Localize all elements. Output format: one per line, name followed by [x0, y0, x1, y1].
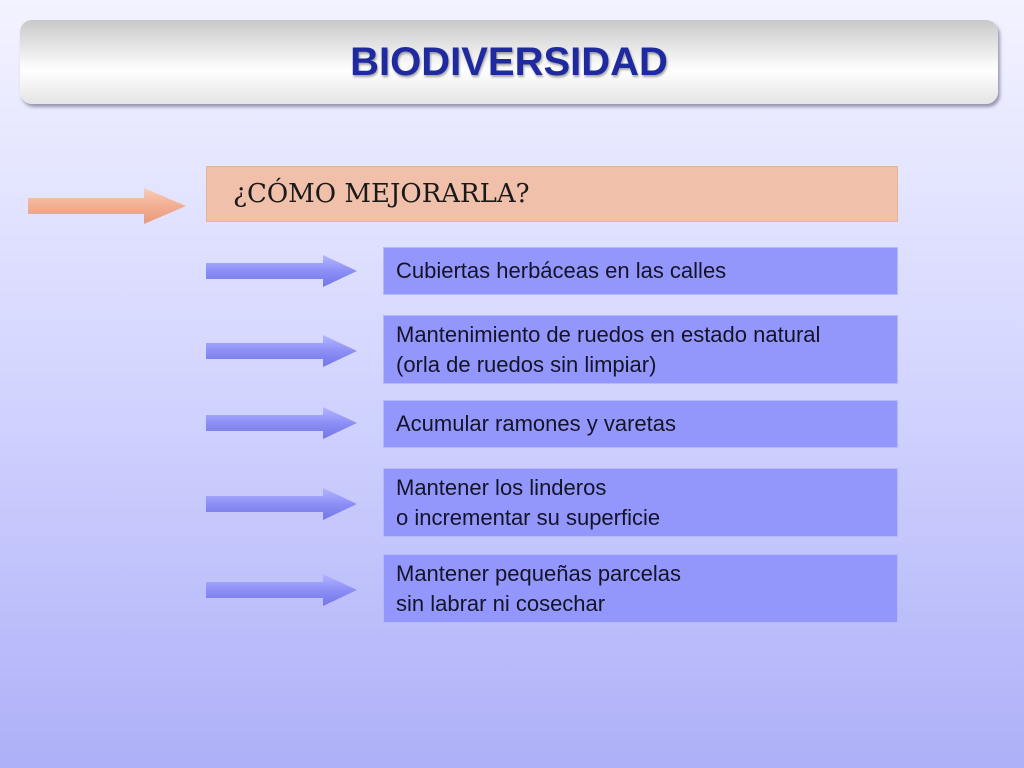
item-box-3: [383, 400, 898, 448]
item-box-5: [383, 554, 898, 623]
item-box-1: [383, 247, 898, 295]
title-bar: [20, 20, 998, 104]
item-box-2: [383, 315, 898, 384]
item-text-line: Mantener pequeñas parcelas: [396, 560, 681, 586]
item-text-line: Cubiertas herbáceas en las calles: [396, 258, 727, 283]
question-box: [206, 166, 898, 222]
item-arrow-icon: [205, 487, 359, 521]
item-arrow-icon: [205, 406, 359, 440]
item-arrow-icon: [205, 334, 359, 368]
slide-title: BIODIVERSIDAD: [350, 39, 668, 84]
item-text-line: Acumular ramones y varetas: [396, 411, 676, 436]
item-box-4: [383, 468, 898, 537]
item-text-line: Mantener los linderos: [396, 474, 607, 500]
item-text-line: o incrementar su superficie: [396, 504, 661, 530]
item-text-line: sin labrar ni cosechar: [396, 590, 606, 616]
question-text: ¿CÓMO MEJORARLA?: [233, 179, 530, 209]
item-text-line: (orla de ruedos sin limpiar): [396, 351, 657, 377]
item-arrow-icon: [205, 254, 359, 288]
item-text-line: Mantenimiento de ruedos en estado natural: [396, 321, 821, 347]
question-arrow-icon: [26, 186, 190, 226]
item-arrow-icon: [205, 573, 359, 607]
